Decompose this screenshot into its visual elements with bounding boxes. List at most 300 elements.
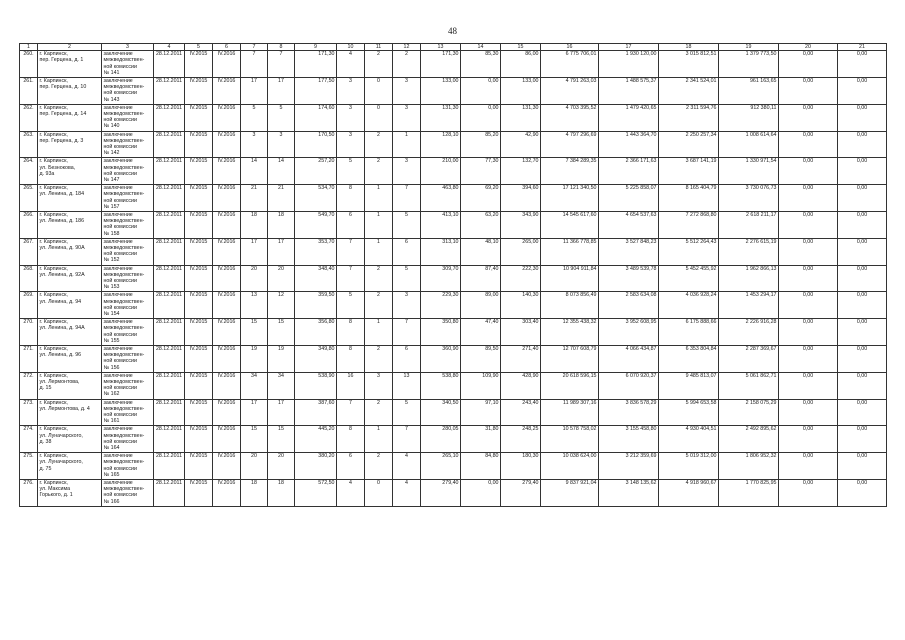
cell-q1: IV.2015 xyxy=(185,345,213,372)
cell-c9: 170,50 xyxy=(295,131,337,158)
cell-c20: 0,00 xyxy=(779,238,838,265)
cell-q1: IV.2015 xyxy=(185,131,213,158)
table-row xyxy=(20,51,887,78)
cell-addr xyxy=(38,453,102,480)
cell-basis xyxy=(102,158,154,185)
addr-line: ул. Ленина, д. 92А xyxy=(39,271,85,278)
cell-c12: 7 xyxy=(393,185,421,212)
cell-basis xyxy=(102,211,154,238)
addr-line: пер. Герцена, д. 10 xyxy=(39,84,87,91)
cell-c19: 1 962 866,13 xyxy=(719,265,779,292)
cell-c16: 4 703 395,52 xyxy=(541,104,599,131)
cell-c14: 87,40 xyxy=(461,265,501,292)
cell-c9: 348,40 xyxy=(295,265,337,292)
column-number: 4 xyxy=(154,44,185,51)
cell-q2: IV.2016 xyxy=(213,51,241,78)
cell-c10: 3 xyxy=(337,131,365,158)
basis-line: ной комиссии xyxy=(103,90,137,97)
cell-c8: 17 xyxy=(268,399,295,426)
table-row xyxy=(20,372,887,399)
cell-c21: 0,00 xyxy=(838,319,887,346)
addr-line: г. Карпинск, xyxy=(39,319,68,326)
basis-line: заключение xyxy=(103,131,133,138)
cell-c19: 1 453 294,17 xyxy=(719,292,779,319)
cell-c13: 360,90 xyxy=(421,345,461,372)
basis-line: № 152 xyxy=(103,257,120,264)
cell-c10: 6 xyxy=(337,211,365,238)
cell-date: 28.12.2011 xyxy=(154,211,185,238)
basis-line: заключение xyxy=(103,479,133,486)
cell-c20: 0,00 xyxy=(779,426,838,453)
cell-q1: IV.2015 xyxy=(185,453,213,480)
addr-line: г. Карпинск, xyxy=(39,158,68,165)
cell-c12: 3 xyxy=(393,104,421,131)
cell-c13: 210,00 xyxy=(421,158,461,185)
basis-line: заключение xyxy=(103,78,133,84)
basis-line: межведомствен- xyxy=(103,352,145,359)
cell-c9: 177,50 xyxy=(295,78,337,105)
register-table xyxy=(19,43,887,507)
cell-c13: 313,10 xyxy=(421,238,461,265)
addr-line: ул. Безнокова, xyxy=(39,164,76,171)
cell-q2: IV.2016 xyxy=(213,479,241,506)
cell-c10: 8 xyxy=(337,426,365,453)
cell-c15: 86,00 xyxy=(501,51,541,78)
column-number: 12 xyxy=(393,44,421,51)
cell-c12: 13 xyxy=(393,372,421,399)
basis-line: № 161 xyxy=(103,418,120,425)
cell-c17: 2 366 171,63 xyxy=(599,158,659,185)
cell-c9: 380,20 xyxy=(295,453,337,480)
cell-addr xyxy=(38,426,102,453)
table-row xyxy=(20,78,887,105)
cell-c18: 4 918 960,67 xyxy=(659,479,719,506)
column-number: 21 xyxy=(838,44,887,51)
addr-line: г. Карпинск, xyxy=(39,131,68,138)
cell-c7: 18 xyxy=(241,211,268,238)
basis-line: межведомствен- xyxy=(103,405,145,412)
cell-c10: 5 xyxy=(337,158,365,185)
cell-c8: 18 xyxy=(268,211,295,238)
cell-c16: 7 384 289,35 xyxy=(541,158,599,185)
cell-c19: 2 158 075,29 xyxy=(719,399,779,426)
addr-line: г. Карпинск, xyxy=(39,238,68,245)
column-number: 13 xyxy=(421,44,461,51)
cell-date: 28.12.2011 xyxy=(154,372,185,399)
cell-basis xyxy=(102,453,154,480)
cell-c14: 63,20 xyxy=(461,211,501,238)
cell-c11: 0 xyxy=(365,78,393,105)
basis-line: № 166 xyxy=(103,498,120,505)
addr-line: ул. Лермонтова, xyxy=(39,378,80,385)
cell-c19: 1 770 825,95 xyxy=(719,479,779,506)
cell-n: 260. xyxy=(20,51,38,78)
basis-line: межведомствен- xyxy=(103,218,145,225)
cell-c20: 0,00 xyxy=(779,211,838,238)
cell-c16: 9 837 921,04 xyxy=(541,479,599,506)
cell-c10: 5 xyxy=(337,292,365,319)
addr-line: д. 75 xyxy=(39,465,52,472)
column-number: 9 xyxy=(295,44,337,51)
basis-line: № 153 xyxy=(103,284,120,291)
cell-addr xyxy=(38,158,102,185)
cell-basis xyxy=(102,399,154,426)
basis-line: № 140 xyxy=(103,123,120,130)
cell-date: 28.12.2011 xyxy=(154,78,185,105)
basis-line: № 165 xyxy=(103,471,120,478)
cell-q2: IV.2016 xyxy=(213,211,241,238)
cell-c14: 85,30 xyxy=(461,51,501,78)
cell-q2: IV.2016 xyxy=(213,158,241,185)
cell-c17: 1 488 575,37 xyxy=(599,78,659,105)
cell-n: 274. xyxy=(20,426,38,453)
cell-c15: 248,25 xyxy=(501,426,541,453)
basis-line: заключение xyxy=(103,399,133,406)
cell-addr xyxy=(38,185,102,212)
cell-c20: 0,00 xyxy=(779,399,838,426)
cell-c16: 11 366 778,85 xyxy=(541,238,599,265)
column-number: 7 xyxy=(241,44,268,51)
cell-c10: 8 xyxy=(337,345,365,372)
table-row xyxy=(20,292,887,319)
cell-basis xyxy=(102,292,154,319)
cell-c18: 5 994 653,58 xyxy=(659,399,719,426)
basis-line: ной комиссии xyxy=(103,251,137,258)
basis-line: межведомствен- xyxy=(103,57,145,64)
cell-c21: 0,00 xyxy=(838,399,887,426)
cell-c13: 463,80 xyxy=(421,185,461,212)
cell-c16: 10 038 624,00 xyxy=(541,453,599,480)
cell-c13: 128,10 xyxy=(421,131,461,158)
cell-c9: 534,70 xyxy=(295,185,337,212)
addr-line: пер. Герцена, д. 3 xyxy=(39,137,84,144)
cell-q1: IV.2015 xyxy=(185,104,213,131)
cell-c16: 10 904 911,84 xyxy=(541,265,599,292)
cell-c8: 18 xyxy=(268,479,295,506)
cell-q2: IV.2016 xyxy=(213,453,241,480)
cell-q2: IV.2016 xyxy=(213,372,241,399)
addr-line: г. Карпинск, xyxy=(39,345,68,352)
basis-line: заключение xyxy=(103,372,133,379)
cell-c16: 4 797 296,69 xyxy=(541,131,599,158)
basis-line: заключение xyxy=(103,426,133,433)
cell-c13: 280,05 xyxy=(421,426,461,453)
table-row xyxy=(20,185,887,212)
cell-c7: 18 xyxy=(241,479,268,506)
cell-c15: 303,40 xyxy=(501,319,541,346)
cell-c18: 8 165 404,79 xyxy=(659,185,719,212)
cell-c9: 538,90 xyxy=(295,372,337,399)
column-number: 15 xyxy=(501,44,541,51)
cell-basis xyxy=(102,265,154,292)
cell-c10: 7 xyxy=(337,238,365,265)
cell-c10: 7 xyxy=(337,265,365,292)
cell-c17: 3 952 608,95 xyxy=(599,319,659,346)
cell-basis xyxy=(102,479,154,506)
table-row xyxy=(20,426,887,453)
column-number: 17 xyxy=(599,44,659,51)
cell-n: 269. xyxy=(20,292,38,319)
cell-c8: 34 xyxy=(268,372,295,399)
cell-c13: 265,10 xyxy=(421,453,461,480)
cell-c10: 16 xyxy=(337,372,365,399)
basis-line: ной комиссии xyxy=(103,170,137,177)
cell-c9: 171,30 xyxy=(295,51,337,78)
cell-date: 28.12.2011 xyxy=(154,185,185,212)
cell-c17: 6 070 920,37 xyxy=(599,372,659,399)
cell-c11: 0 xyxy=(365,104,393,131)
cell-c15: 180,30 xyxy=(501,453,541,480)
cell-c16: 6 775 706,01 xyxy=(541,51,599,78)
column-number: 10 xyxy=(337,44,365,51)
cell-c11: 0 xyxy=(365,479,393,506)
table-row xyxy=(20,345,887,372)
cell-q2: IV.2016 xyxy=(213,319,241,346)
cell-basis xyxy=(102,372,154,399)
cell-c20: 0,00 xyxy=(779,265,838,292)
cell-c18: 2 250 257,34 xyxy=(659,131,719,158)
cell-c13: 413,10 xyxy=(421,211,461,238)
cell-c8: 17 xyxy=(268,238,295,265)
addr-line: г. Карпинск, xyxy=(39,479,68,486)
cell-c18: 2 311 594,76 xyxy=(659,104,719,131)
addr-line: г. Карпинск, xyxy=(39,51,68,58)
cell-c18: 6 353 804,84 xyxy=(659,345,719,372)
cell-c17: 4 654 537,63 xyxy=(599,211,659,238)
addr-line: ул. Максима xyxy=(39,486,71,493)
cell-c17: 3 212 359,69 xyxy=(599,453,659,480)
basis-line: межведомствен- xyxy=(103,486,145,493)
addr-line: г. Карпинск, xyxy=(39,426,68,433)
cell-n: 264. xyxy=(20,158,38,185)
cell-addr xyxy=(38,265,102,292)
column-number: 16 xyxy=(541,44,599,51)
cell-q1: IV.2015 xyxy=(185,479,213,506)
cell-n: 275. xyxy=(20,453,38,480)
cell-c17: 3 148 135,62 xyxy=(599,479,659,506)
cell-addr xyxy=(38,345,102,372)
addr-line: ул. Ленина, д. 96 xyxy=(39,352,82,359)
cell-q2: IV.2016 xyxy=(213,345,241,372)
cell-c21: 0,00 xyxy=(838,372,887,399)
cell-n: 270. xyxy=(20,319,38,346)
cell-addr xyxy=(38,78,102,105)
cell-c13: 171,30 xyxy=(421,51,461,78)
cell-c8: 7 xyxy=(268,51,295,78)
basis-line: межведомствен- xyxy=(103,298,145,305)
column-number: 5 xyxy=(185,44,213,51)
cell-c8: 20 xyxy=(268,265,295,292)
cell-addr xyxy=(38,104,102,131)
basis-line: заключение xyxy=(103,265,133,272)
cell-q2: IV.2016 xyxy=(213,131,241,158)
cell-date: 28.12.2011 xyxy=(154,479,185,506)
cell-c17: 4 066 434,87 xyxy=(599,345,659,372)
cell-date: 28.12.2011 xyxy=(154,158,185,185)
cell-c7: 20 xyxy=(241,453,268,480)
cell-n: 266. xyxy=(20,211,38,238)
addr-line: г. Карпинск, xyxy=(39,372,68,379)
cell-c15: 222,30 xyxy=(501,265,541,292)
addr-line: ул. Ленина, д. 94 xyxy=(39,298,82,305)
column-number: 14 xyxy=(461,44,501,51)
cell-c7: 7 xyxy=(241,51,268,78)
cell-c7: 21 xyxy=(241,185,268,212)
cell-c17: 1 443 364,70 xyxy=(599,131,659,158)
basis-line: № 158 xyxy=(103,230,120,237)
cell-c19: 2 226 916,28 xyxy=(719,319,779,346)
basis-line: ной комиссии xyxy=(103,197,137,204)
cell-c13: 133,00 xyxy=(421,78,461,105)
cell-n: 265. xyxy=(20,185,38,212)
cell-c18: 3 015 812,51 xyxy=(659,51,719,78)
cell-date: 28.12.2011 xyxy=(154,131,185,158)
cell-c17: 2 583 634,08 xyxy=(599,292,659,319)
cell-c19: 2 492 895,62 xyxy=(719,426,779,453)
basis-line: ной комиссии xyxy=(103,277,137,284)
cell-n: 261. xyxy=(20,78,38,105)
cell-c21: 0,00 xyxy=(838,211,887,238)
cell-c8: 15 xyxy=(268,426,295,453)
basis-line: межведомствен- xyxy=(103,137,145,144)
cell-c7: 15 xyxy=(241,319,268,346)
cell-c9: 353,70 xyxy=(295,238,337,265)
addr-line: г. Карпинск, xyxy=(39,104,68,111)
cell-c11: 3 xyxy=(365,372,393,399)
table-row xyxy=(20,399,887,426)
cell-c10: 8 xyxy=(337,319,365,346)
cell-c17: 1 930 120,00 xyxy=(599,51,659,78)
addr-line: д. 38 xyxy=(39,438,52,445)
basis-line: № 154 xyxy=(103,310,120,317)
cell-c15: 131,30 xyxy=(501,104,541,131)
cell-c21: 0,00 xyxy=(838,265,887,292)
cell-c7: 34 xyxy=(241,372,268,399)
cell-n: 268. xyxy=(20,265,38,292)
table-row xyxy=(20,479,887,506)
basis-line: заключение xyxy=(103,345,133,352)
cell-c21: 0,00 xyxy=(838,479,887,506)
cell-date: 28.12.2011 xyxy=(154,104,185,131)
cell-c11: 2 xyxy=(365,292,393,319)
cell-c21: 0,00 xyxy=(838,158,887,185)
cell-c12: 6 xyxy=(393,345,421,372)
cell-q2: IV.2016 xyxy=(213,426,241,453)
basis-line: межведомствен- xyxy=(103,84,145,91)
cell-c8: 5 xyxy=(268,104,295,131)
cell-c9: 445,20 xyxy=(295,426,337,453)
basis-line: № 155 xyxy=(103,337,120,344)
cell-c19: 1 379 773,50 xyxy=(719,51,779,78)
cell-c20: 0,00 xyxy=(779,78,838,105)
column-number: 6 xyxy=(213,44,241,51)
cell-c20: 0,00 xyxy=(779,372,838,399)
column-number: 11 xyxy=(365,44,393,51)
cell-c7: 15 xyxy=(241,426,268,453)
basis-line: заключение xyxy=(103,238,133,245)
cell-c13: 340,50 xyxy=(421,399,461,426)
addr-line: ул. Ленина, д. 90А xyxy=(39,244,85,251)
cell-c12: 3 xyxy=(393,78,421,105)
cell-addr xyxy=(38,319,102,346)
cell-q1: IV.2015 xyxy=(185,399,213,426)
cell-c16: 4 791 263,03 xyxy=(541,78,599,105)
basis-line: заключение xyxy=(103,158,133,165)
basis-line: ной комиссии xyxy=(103,144,137,150)
addr-line: ул. Луначарского, xyxy=(39,432,83,439)
cell-c17: 3 836 578,29 xyxy=(599,399,659,426)
cell-c10: 4 xyxy=(337,51,365,78)
basis-line: межведомствен- xyxy=(103,191,145,198)
cell-c20: 0,00 xyxy=(779,51,838,78)
cell-c21: 0,00 xyxy=(838,345,887,372)
cell-c13: 350,80 xyxy=(421,319,461,346)
cell-c16: 10 578 758,02 xyxy=(541,426,599,453)
cell-date: 28.12.2011 xyxy=(154,399,185,426)
cell-c15: 265,00 xyxy=(501,238,541,265)
cell-c12: 4 xyxy=(393,479,421,506)
cell-c17: 5 225 858,07 xyxy=(599,185,659,212)
cell-c14: 89,50 xyxy=(461,345,501,372)
cell-q2: IV.2016 xyxy=(213,78,241,105)
basis-line: № 157 xyxy=(103,203,120,210)
basis-line: ной комиссии xyxy=(103,304,137,311)
cell-n: 276. xyxy=(20,479,38,506)
cell-addr xyxy=(38,51,102,78)
cell-c11: 1 xyxy=(365,238,393,265)
cell-c21: 0,00 xyxy=(838,426,887,453)
addr-line: Горького, д. 1 xyxy=(39,492,73,499)
cell-c16: 11 989 307,16 xyxy=(541,399,599,426)
cell-c8: 20 xyxy=(268,453,295,480)
cell-c16: 12 355 438,32 xyxy=(541,319,599,346)
basis-line: ной комиссии xyxy=(103,63,137,70)
cell-c12: 4 xyxy=(393,453,421,480)
cell-c16: 14 545 617,60 xyxy=(541,211,599,238)
addr-line: г. Карпинск, xyxy=(39,265,68,272)
cell-c12: 6 xyxy=(393,238,421,265)
cell-c9: 359,50 xyxy=(295,292,337,319)
basis-line: межведомствен- xyxy=(103,271,145,278)
cell-c14: 84,80 xyxy=(461,453,501,480)
column-number: 18 xyxy=(659,44,719,51)
cell-c21: 0,00 xyxy=(838,185,887,212)
cell-c8: 21 xyxy=(268,185,295,212)
cell-c11: 2 xyxy=(365,131,393,158)
basis-line: заключение xyxy=(103,453,133,460)
cell-q2: IV.2016 xyxy=(213,185,241,212)
cell-c9: 387,60 xyxy=(295,399,337,426)
cell-c15: 271,40 xyxy=(501,345,541,372)
table-row xyxy=(20,158,887,185)
cell-c9: 349,80 xyxy=(295,345,337,372)
cell-c15: 243,40 xyxy=(501,399,541,426)
cell-c11: 2 xyxy=(365,453,393,480)
addr-line: г. Карпинск, xyxy=(39,78,68,84)
cell-c11: 1 xyxy=(365,319,393,346)
cell-basis xyxy=(102,104,154,131)
cell-c18: 5 512 264,43 xyxy=(659,238,719,265)
cell-basis xyxy=(102,238,154,265)
cell-c14: 97,10 xyxy=(461,399,501,426)
cell-c11: 1 xyxy=(365,426,393,453)
cell-c21: 0,00 xyxy=(838,51,887,78)
cell-c12: 3 xyxy=(393,292,421,319)
cell-c17: 3 527 848,23 xyxy=(599,238,659,265)
cell-q2: IV.2016 xyxy=(213,238,241,265)
cell-c19: 5 061 862,71 xyxy=(719,372,779,399)
basis-line: № 147 xyxy=(103,177,120,183)
